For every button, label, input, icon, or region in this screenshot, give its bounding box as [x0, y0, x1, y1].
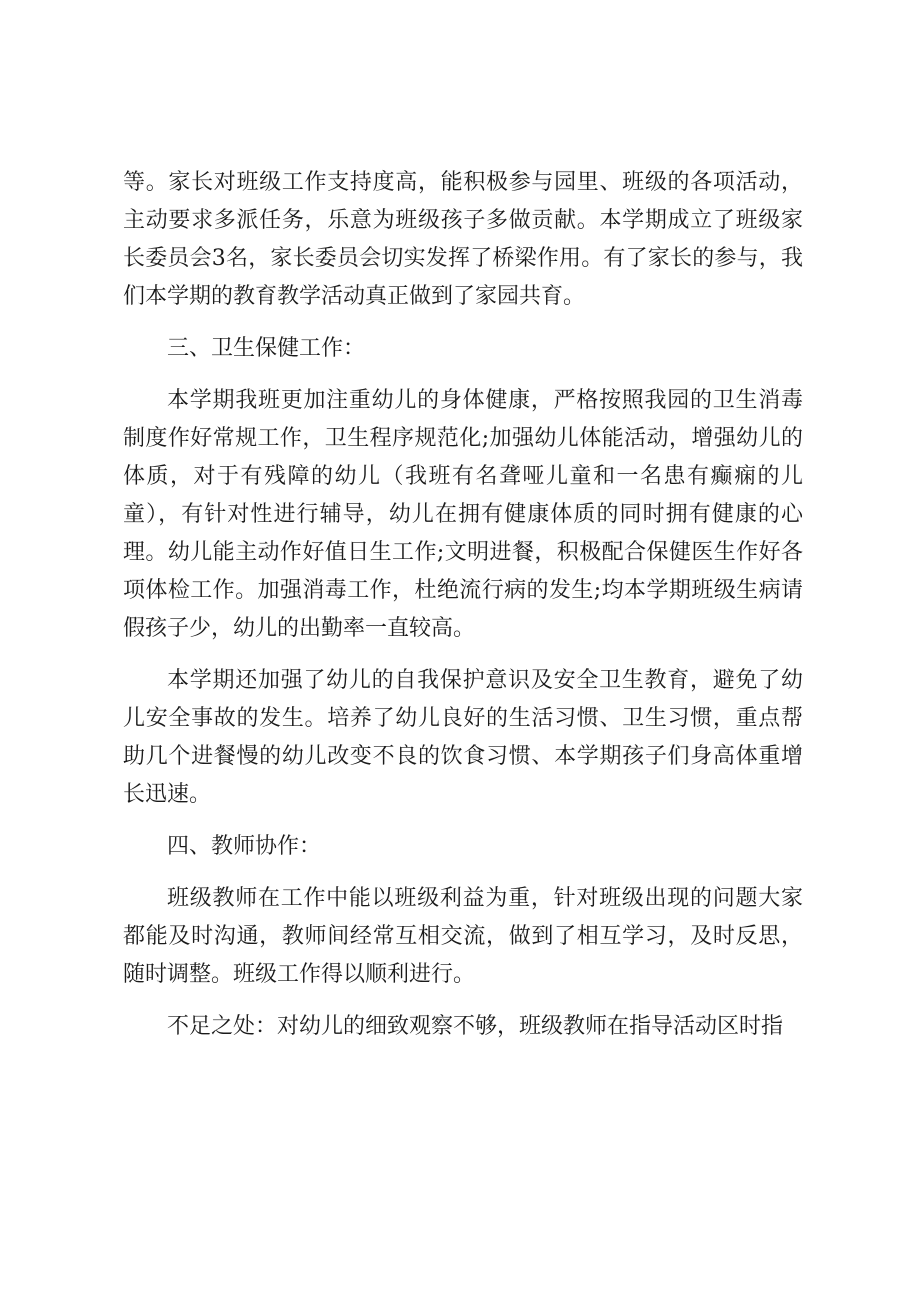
paragraph-teacher-collaboration: 班级教师在工作中能以班级利益为重，针对班级出现的问题大家都能及时沟通，教师间经常互相交流，做到了相互学习，及时反思，随时调整。班级工作得以顺利进行。 [123, 886, 803, 987]
paragraph-shortcomings: 不足之处：对幼儿的细致观察不够，班级教师在指导活动区时指 [167, 1014, 784, 1039]
section-heading-health-care: 三、卫生保健工作： [167, 336, 366, 361]
paragraph-safety-education: 本学期还加强了幼儿的自我保护意识及安全卫生教育，避免了幼儿安全事故的发生。培养了幼儿良好的生活习惯、卫生习惯，重点帮助几个进餐慢的幼儿改变不良的饮食习惯、本学期孩子们身高体重增长迅速。 [123, 668, 803, 807]
document-body [123, 164, 803, 1060]
paragraph-parent-support: 等。家长对班级工作支持度高，能积极参与园里、班级的各项活动，主动要求多派任务，乐意为班级孩子多做贡献。本学期成立了班级家长委员会3名，家长委员会切实发挥了桥梁作用。有了家长的参与，我们本学期的教育教学活动真正做到了家园共育。 [123, 170, 803, 309]
paragraph-health-care: 本学期我班更加注重幼儿的身体健康，严格按照我园的卫生消毒制度作好常规工作，卫生程序规范化;加强幼儿体能活动，增强幼儿的体质，对于有残障的幼儿（我班有名聋哑儿童和一名患有癫痫的儿童），有针对性进行辅导，幼儿在拥有健康体质的同时拥有健康的心理。幼儿能主动作好值日生工作;文明进餐，积极配合保健医生作好各项体检工作。加强消毒工作，杜绝流行病的发生;均本学期班级生病请假孩子少，幼儿的出勤率一直较高。 [123, 388, 803, 641]
section-heading-teacher-collaboration: 四、教师协作： [167, 834, 322, 859]
